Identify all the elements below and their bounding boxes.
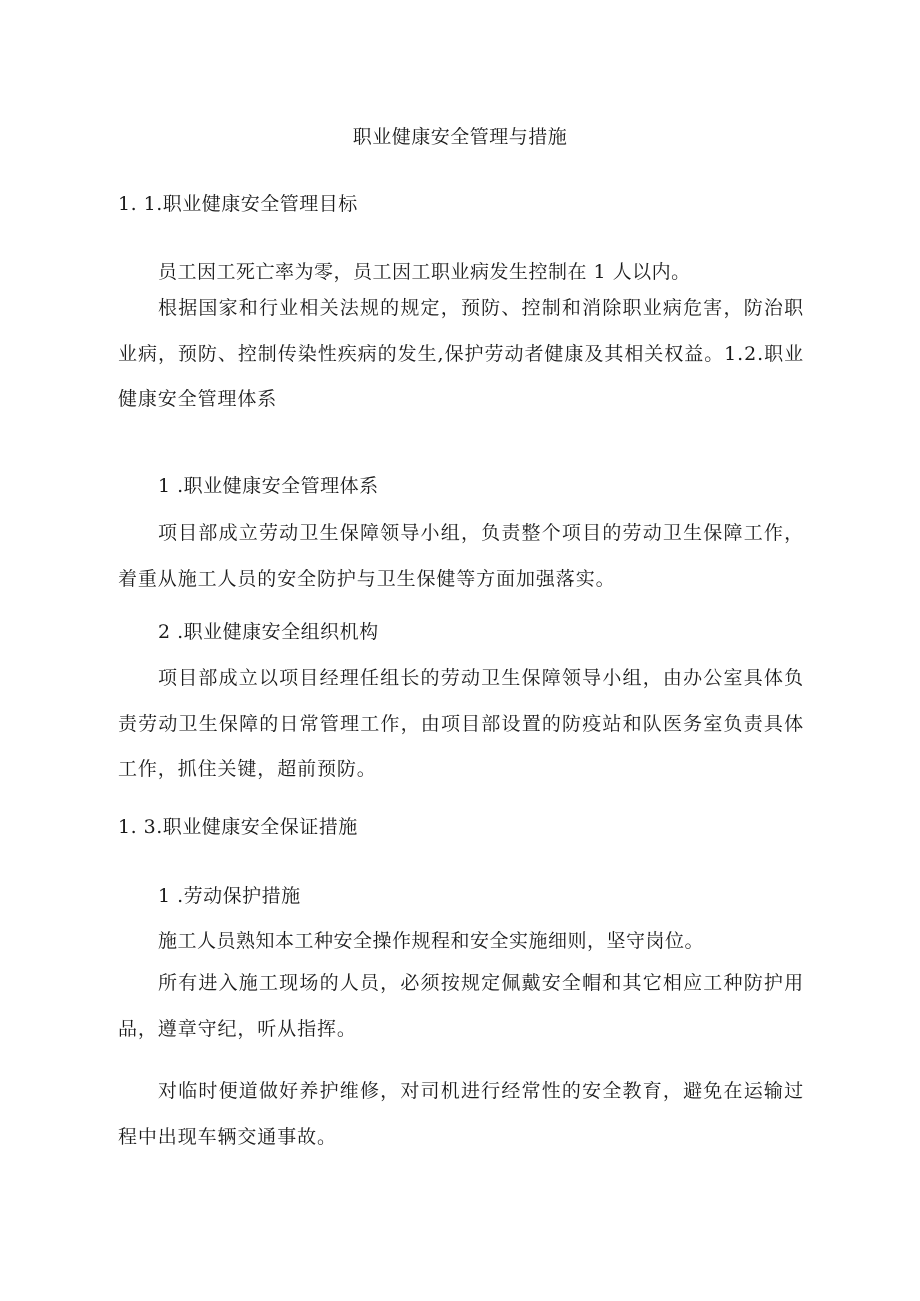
paragraph-organization: 项目部成立以项目经理任组长的劳动卫生保障领导小组，由办公室具体负责劳动卫生保障的日常管理工作，由项目部设置的防疫站和队医务室负责具体工作，抓住关键，超前预防。	[118, 667, 804, 780]
paragraph-road-maintenance: 对临时便道做好养护维修，对司机进行经常性的安全教育，避免在运输过程中出现车辆交通事故。	[118, 1080, 804, 1148]
paragraph-regulations: 根据国家和行业相关法规的规定，预防、控制和消除职业病危害，防治职业病，预防、控制传染性疾病的发生,保护劳动者健康及其相关权益。1.2.职业健康安全管理体系	[118, 297, 804, 410]
paragraph-leadership-group: 项目部成立劳动卫生保障领导小组，负责整个项目的劳动卫生保障工作，着重从施工人员的安全防护与卫生保健等方面加强落实。	[118, 522, 804, 590]
subheading-labor-protection: 1 .劳动保护措施	[158, 885, 301, 907]
paragraph-safety-helmet: 所有进入施工现场的人员，必须按规定佩戴安全帽和其它相应工种防护用品，遵章守纪，听从指挥。	[118, 972, 804, 1040]
subheading-management-system: 1 .职业健康安全管理体系	[158, 475, 379, 497]
subheading-organization: 2 .职业健康安全组织机构	[158, 621, 379, 643]
document-title: 职业健康安全管理与措施	[352, 126, 568, 148]
section-heading-1-3: 1. 3.职业健康安全保证措施	[118, 816, 358, 838]
section-heading-1-1: 1. 1.职业健康安全管理目标	[118, 193, 358, 215]
paragraph-operation-rules: 施工人员熟知本工种安全操作规程和安全实施细则，坚守岗位。	[158, 930, 705, 952]
paragraph-goal: 员工因工死亡率为零，员工因工职业病发生控制在 1 人以内。	[158, 261, 691, 283]
